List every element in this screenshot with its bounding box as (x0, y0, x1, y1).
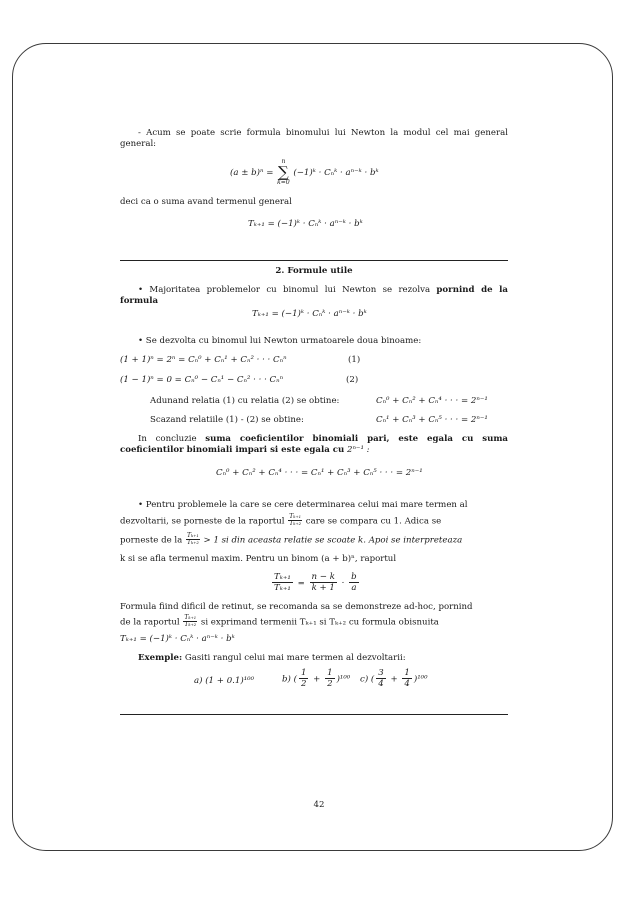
p4-line-2b: si exprimand termenii Tₖ₊₁ si Tₖ₊₂ cu formula obisnuita (200, 617, 439, 628)
divider-bottom (120, 714, 508, 715)
example-c-num-1: 3 (378, 668, 384, 678)
examples-description: Gasiti rangul celui mai mare termen al dezvoltarii: (182, 653, 406, 663)
binomial-formula (230, 159, 379, 186)
p4-line-1: Formula fiind dificil de retinut, se recomanda sa se demonstreze ad-hoc, pornind (120, 602, 473, 612)
paragraph-2-text: • Se dezvolta cu binomul lui Newton urmatoarele doua binoame: (138, 336, 422, 346)
p3-line-4 (120, 554, 396, 565)
example-b-post: )¹⁰⁰ (336, 674, 351, 685)
conclusion-formula-text: Cₙ⁰ + Cₙ² + Cₙ⁴ · · · = Cₙ¹ + Cₙ³ + Cₙ⁵ · · · = 2ⁿ⁻¹ (216, 468, 423, 478)
page-number: 42 (313, 800, 325, 810)
equation-2-tag-text: (2) (346, 375, 359, 385)
add-formula-text: Cₙ⁰ + Cₙ² + Cₙ⁴ · · · = 2ⁿ⁻¹ (376, 396, 488, 406)
p1-text: • Majoritatea problemelor cu binomul lui Newton se rezolva (138, 285, 437, 295)
example-b-den-1: 2 (300, 679, 307, 690)
p3-fraction-den: Tₖ₊₂ (289, 520, 302, 528)
example-b-num-1: 1 (300, 668, 307, 678)
examples-label: Exemple: (138, 653, 183, 663)
p3-line-3b: > 1 si din aceasta relatie se scoate k. Apoi se interpreteaza (203, 535, 463, 546)
p3-line-4-text: k si se afla termenul maxim. Pentru un binom (a + b)ⁿ, raportul (120, 554, 397, 564)
equation-1-tag (348, 355, 360, 366)
conclusion-formula (216, 468, 423, 479)
sum-top: n (281, 158, 286, 165)
p3-line-2 (120, 514, 508, 528)
p4-fraction (183, 615, 197, 629)
example-c-pre: c) ( (360, 674, 375, 685)
p3-fraction-2-num: Tₖ₊₁ (187, 532, 199, 539)
p4-fraction-num: Tₖ₊₁ (184, 614, 197, 621)
conclusion-math: 2ⁿ⁻¹ : (344, 444, 370, 455)
paragraph-2 (120, 336, 508, 347)
p4-line-2a: de la raportul (120, 617, 180, 628)
p3-fraction (288, 514, 302, 528)
p3-line-3a: porneste de la (120, 535, 183, 546)
general-term: Tₖ₊₁ = (−1)ᵏ · Cₙᵏ · aⁿ⁻ᵏ · bᵏ (248, 219, 363, 229)
add-formula (376, 396, 488, 407)
paragraph-4 (120, 602, 508, 613)
examples-intro (120, 653, 508, 664)
intro-after-text: deci ca o suma avand termenul general (120, 197, 292, 207)
p3-fraction-num: Tₖ₊₁ (289, 513, 302, 520)
ratio-den-2: k + 1 (311, 583, 335, 594)
section-title: 2. Formule utile (275, 266, 353, 276)
p3-line-2b: care se compara cu 1. Adica se (305, 516, 442, 527)
intro-text: - Acum se poate scrie formula binomului lui Newton la modul cel mai general general: (120, 128, 508, 149)
paragraph-1 (120, 285, 508, 306)
formula-rhs: (−1)ᵏ · Cₙᵏ · aⁿ⁻ᵏ · bᵏ (293, 168, 379, 178)
ratio-fraction-1 (272, 572, 293, 594)
ratio-fraction-3 (349, 572, 359, 594)
add-relation (150, 396, 339, 407)
conclusion-start: In concluzie (138, 434, 206, 444)
example-b-frac-2 (325, 668, 334, 690)
p3-line-1: • Pentru problemele la care se cere determinarea celui mai mare termen al (138, 500, 468, 510)
p3-line-2a: dezvoltarii, se porneste de la raportul (120, 516, 285, 527)
p4-line-3 (120, 634, 235, 645)
sum-bottom: k=0 (277, 179, 290, 186)
conclusion-bold: suma coeficientilor binomiali pari, este egala cu suma coeficientilor binomiali impari si este egala cu (120, 434, 508, 455)
example-b (282, 668, 350, 690)
example-b-frac-1 (299, 668, 308, 690)
ratio-num-3: b (351, 572, 357, 582)
example-c-frac-1 (376, 668, 385, 690)
p1-formula (252, 309, 367, 320)
equation-1-text: (1 + 1)ⁿ = 2ⁿ = Cₙ⁰ + Cₙ¹ + Cₙ² · · · Cₙⁿ (120, 355, 287, 365)
equation-1-tag-text: (1) (348, 355, 361, 365)
ratio-fraction-2 (310, 572, 337, 594)
p3-line-3 (120, 533, 462, 547)
intro-after (120, 197, 508, 208)
ratio-dot: · (341, 578, 345, 589)
equation-2-tag (346, 375, 358, 386)
conclusion (120, 434, 508, 455)
sum-operator (277, 159, 289, 186)
equation-1 (120, 355, 287, 366)
paragraph-3 (120, 500, 508, 511)
ratio-formula (270, 572, 361, 594)
p4-line-3-text: Tₖ₊₁ = (−1)ᵏ · Cₙᵏ · aⁿ⁻ᵏ · bᵏ (120, 634, 235, 644)
ratio-num-1: Tₖ₊₁ (274, 572, 291, 582)
example-a (194, 676, 254, 687)
formula-lhs: (a ± b)ⁿ = (230, 168, 277, 178)
example-c-den-1: 4 (378, 679, 384, 690)
ratio-den-1: Tₖ₊₁ (274, 583, 291, 594)
sub-formula-text: Cₙ¹ + Cₙ³ + Cₙ⁵ · · · = 2ⁿ⁻¹ (376, 415, 488, 425)
intro-paragraph (120, 128, 508, 149)
p4-fraction-den: Tₖ₊₂ (184, 621, 197, 629)
ratio-equals: = (297, 578, 305, 589)
p1-formula-text: Tₖ₊₁ = (−1)ᵏ · Cₙᵏ · aⁿ⁻ᵏ · bᵏ (252, 309, 367, 319)
paragraph-1-text (120, 285, 508, 306)
example-b-plus: + (310, 674, 324, 685)
section-heading (120, 266, 508, 277)
example-c (360, 668, 428, 690)
general-term-formula (248, 219, 363, 230)
ratio-den-3: a (351, 583, 357, 594)
p1-bold: pornind de la formula (120, 285, 508, 306)
example-c-num-2: 1 (404, 668, 410, 678)
equation-2 (120, 375, 283, 386)
example-c-plus: + (387, 674, 401, 685)
p4-line-2 (120, 615, 439, 629)
examples-text (120, 653, 508, 664)
equation-2-text: (1 − 1)ⁿ = 0 = Cₙ⁰ − Cₙ¹ − Cₙ² · · · Cₙⁿ (120, 375, 284, 385)
p3-fraction-2-den: Tₖ₊₂ (187, 539, 199, 547)
sub-formula (376, 415, 488, 426)
example-c-den-2: 4 (404, 679, 410, 690)
sub-relation (150, 415, 304, 426)
add-relation-text: Adunand relatia (1) cu relatia (2) se obtine: (150, 396, 340, 406)
sub-relation-text: Scazand relatiile (1) - (2) se obtine: (150, 415, 304, 425)
sum-symbol: ∑ (278, 163, 289, 181)
example-c-frac-2 (402, 668, 411, 690)
example-b-den-2: 2 (327, 679, 333, 690)
example-a-text: a) (1 + 0.1)¹⁰⁰ (194, 676, 255, 686)
ratio-num-2: n − k (311, 572, 335, 582)
p3-fraction-2 (186, 533, 200, 547)
example-b-num-2: 1 (327, 668, 333, 678)
divider-top (120, 260, 508, 261)
example-b-pre: b) ( (282, 674, 297, 685)
conclusion-text (120, 434, 508, 455)
example-c-post: )¹⁰⁰ (413, 674, 428, 685)
